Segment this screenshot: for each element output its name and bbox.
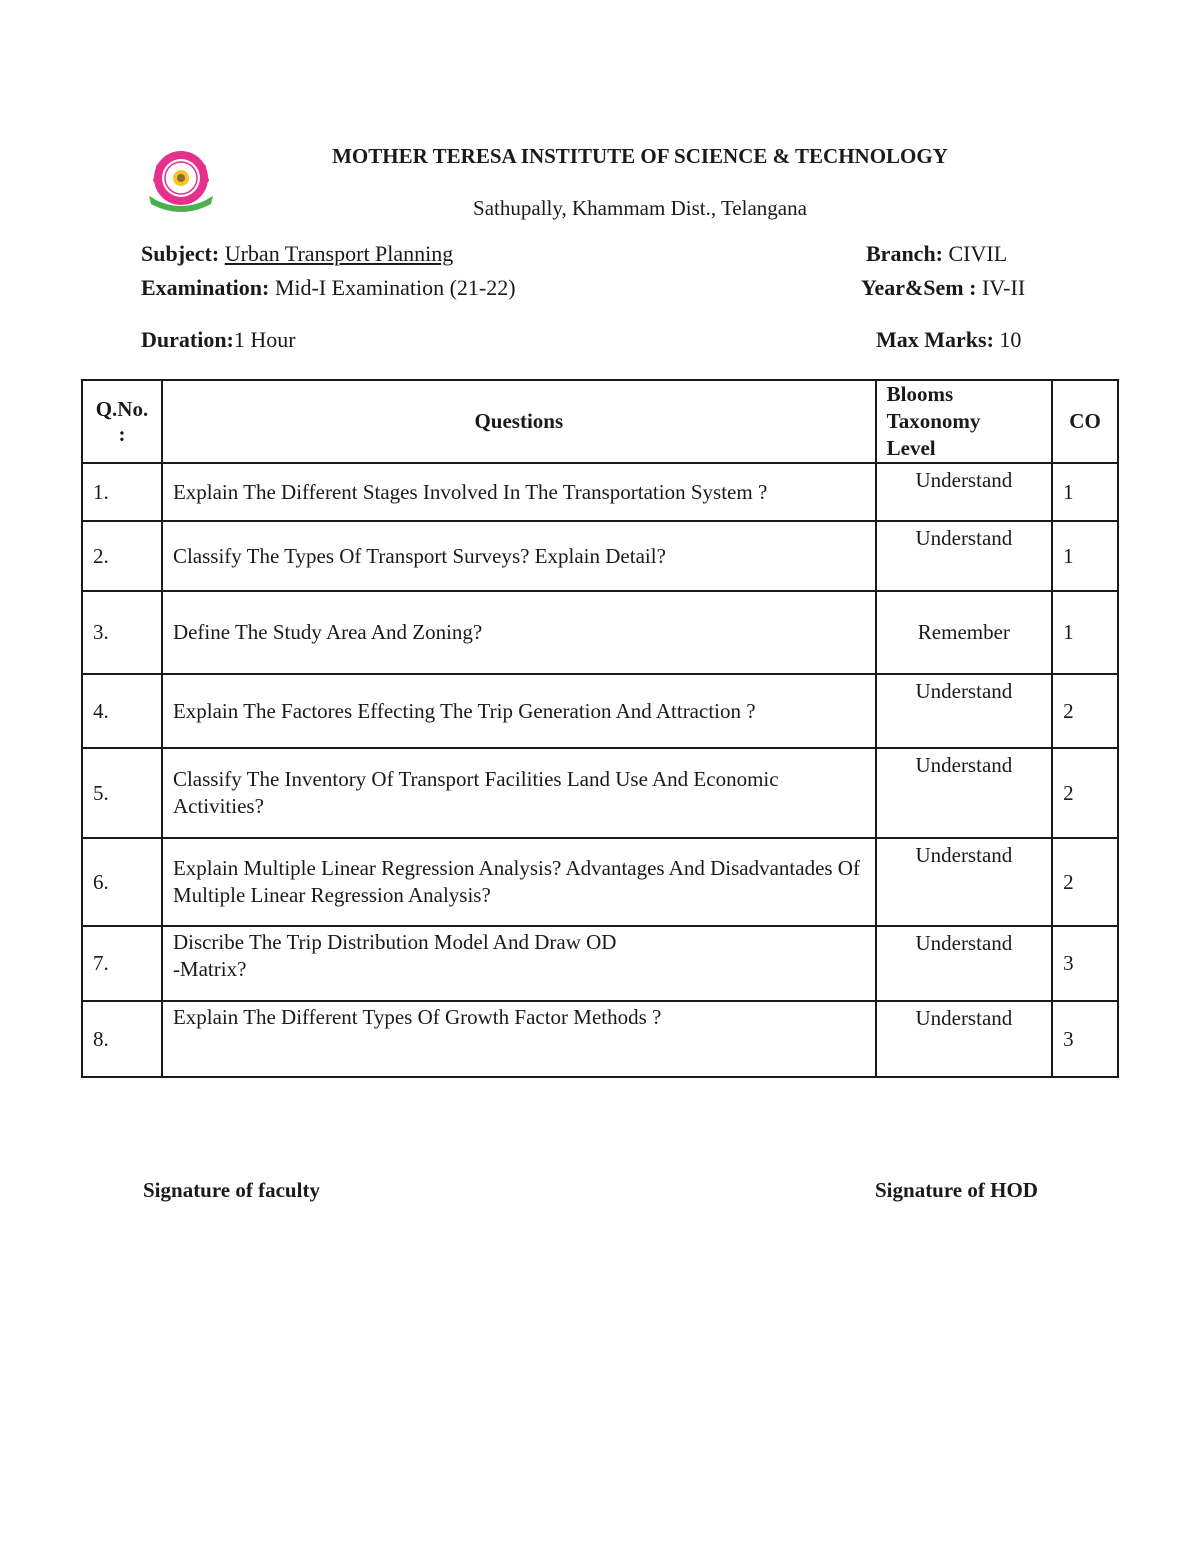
subject-label: Subject: <box>141 241 220 266</box>
course-outcome: 2 <box>1052 674 1118 748</box>
table-row <box>82 1001 1118 1077</box>
blooms-level: Understand <box>876 674 1052 748</box>
table-row <box>82 838 1118 926</box>
max-marks-label: Max Marks: <box>876 327 994 352</box>
duration-line <box>141 327 296 353</box>
table-row <box>82 521 1118 591</box>
table-row <box>82 748 1118 838</box>
question-text: Explain The Different Stages Involved In The Transportation System ? <box>162 463 876 521</box>
course-outcome: 1 <box>1052 521 1118 591</box>
subject-value: Urban Transport Planning <box>224 241 454 266</box>
table-row <box>82 674 1118 748</box>
header-blooms-level <box>876 380 1052 463</box>
question-text: Explain The Different Types Of Growth Factor Methods ? <box>162 1001 876 1077</box>
year-sem-value: IV-II <box>981 275 1026 300</box>
question-number: 6. <box>82 838 162 926</box>
question-table <box>81 379 1119 1078</box>
max-marks-line <box>876 327 1021 353</box>
table-row <box>82 463 1118 521</box>
question-text: Classify The Inventory Of Transport Facilities Land Use And Economic Activities? <box>162 748 876 838</box>
examination-line <box>141 275 516 301</box>
branch-line <box>866 241 1007 267</box>
year-sem-label: Year&Sem : <box>861 275 977 300</box>
branch-label: Branch: <box>866 241 943 266</box>
question-number: 8. <box>82 1001 162 1077</box>
header-questions: Questions <box>162 380 876 463</box>
header-qno: Q.No. : <box>82 380 162 463</box>
question-number: 7. <box>82 926 162 1001</box>
course-outcome: 2 <box>1052 748 1118 838</box>
question-text <box>162 926 876 1001</box>
question-text-line1: Discribe The Trip Distribution Model And Draw OD <box>172 930 617 954</box>
duration-label: Duration: <box>141 327 234 352</box>
header-blooms-line3: Level <box>886 436 936 460</box>
question-number: 2. <box>82 521 162 591</box>
blooms-level: Remember <box>876 591 1052 674</box>
blooms-level: Understand <box>876 748 1052 838</box>
year-sem-line <box>861 275 1025 301</box>
subject-line <box>141 241 453 267</box>
course-outcome: 3 <box>1052 1001 1118 1077</box>
question-number: 1. <box>82 463 162 521</box>
header-blooms-line2: Taxonomy <box>886 409 981 433</box>
question-text-line2: -Matrix? <box>172 957 247 981</box>
table-row <box>82 591 1118 674</box>
question-text: Explain The Factores Effecting The Trip Generation And Attraction ? <box>162 674 876 748</box>
question-number: 4. <box>82 674 162 748</box>
course-outcome: 3 <box>1052 926 1118 1001</box>
question-text: Classify The Types Of Transport Surveys? Explain Detail? <box>162 521 876 591</box>
question-number: 3. <box>82 591 162 674</box>
branch-value: CIVIL <box>948 241 1008 266</box>
course-outcome: 1 <box>1052 591 1118 674</box>
blooms-level: Understand <box>876 926 1052 1001</box>
blooms-level: Understand <box>876 463 1052 521</box>
blooms-level: Understand <box>876 838 1052 926</box>
faculty-signature: Signature of faculty <box>143 1178 320 1202</box>
blooms-level: Understand <box>876 521 1052 591</box>
institute-address: Sathupally, Khammam Dist., Telangana <box>473 196 807 220</box>
course-outcome: 2 <box>1052 838 1118 926</box>
question-number: 5. <box>82 748 162 838</box>
blooms-level: Understand <box>876 1001 1052 1077</box>
hod-signature: Signature of HOD <box>875 1178 1038 1202</box>
header-blooms-line1: Blooms <box>886 382 954 406</box>
institute-name: MOTHER TERESA INSTITUTE OF SCIENCE & TECHNOLOGY <box>332 144 948 168</box>
table-header-row <box>82 380 1118 463</box>
course-outcome: 1 <box>1052 463 1118 521</box>
question-text: Explain Multiple Linear Regression Analysis? Advantages And Disadvantades Of Multiple Linear Regression Analysis? <box>162 838 876 926</box>
max-marks-value: 10 <box>999 327 1022 352</box>
examination-value: Mid-I Examination (21-22) <box>274 275 516 300</box>
header-co: CO <box>1052 380 1118 463</box>
examination-label: Examination: <box>141 275 270 300</box>
table-row <box>82 926 1118 1001</box>
duration-value: 1 Hour <box>233 327 296 352</box>
question-text: Define The Study Area And Zoning? <box>162 591 876 674</box>
